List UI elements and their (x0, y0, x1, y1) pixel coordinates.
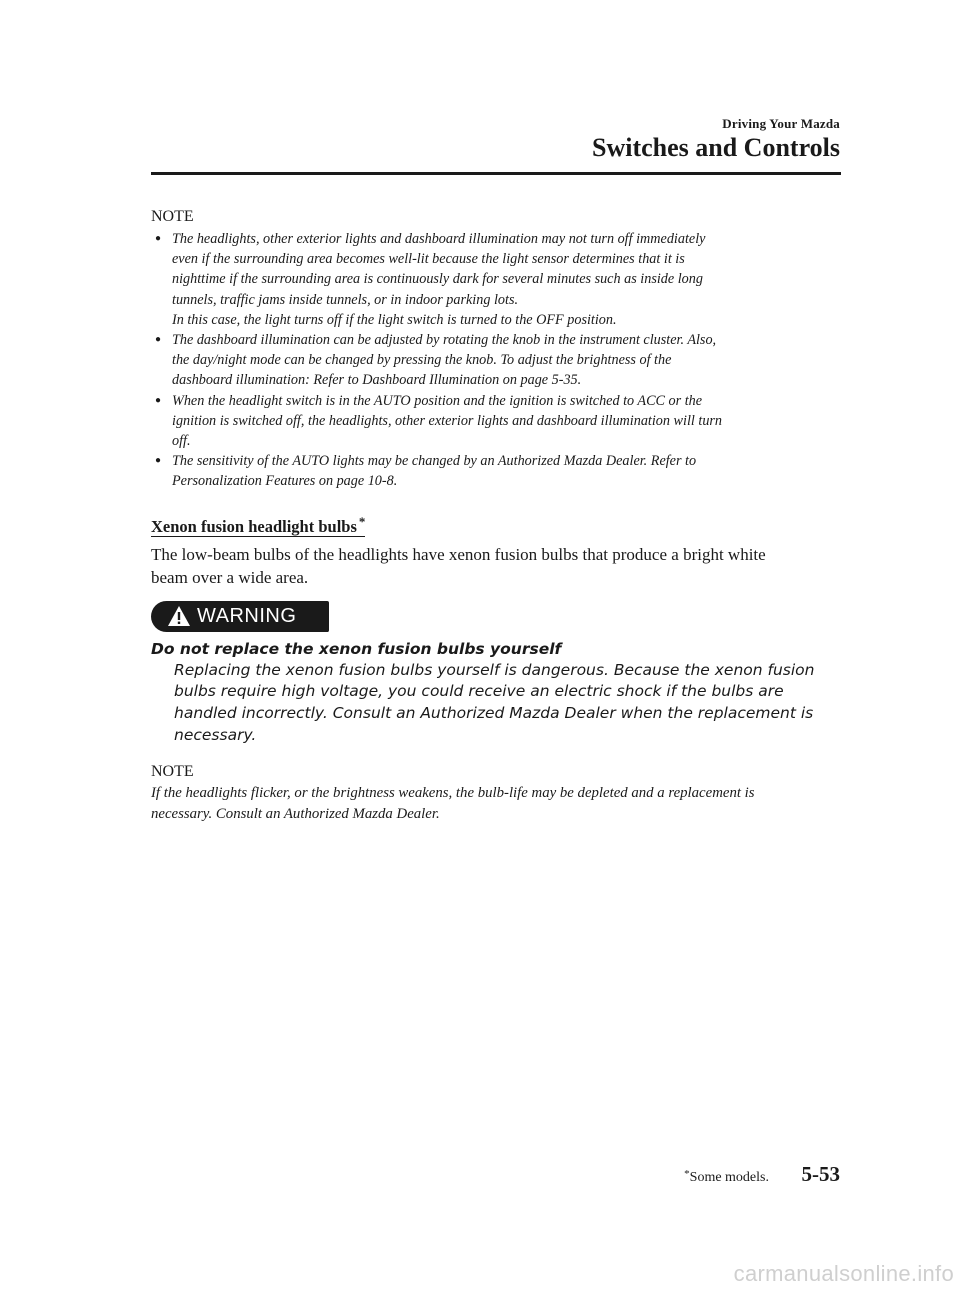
warning-title: Do not replace the xenon fusion bulbs yourself (151, 639, 562, 658)
note-line: off. (172, 433, 191, 450)
note-line: When the headlight switch is in the AUTO position and the ignition is switched to ACC or the (172, 392, 703, 409)
some-models-star-icon: * (358, 513, 366, 529)
xenon-section-heading (151, 513, 365, 537)
bullet-icon: ● (155, 455, 162, 467)
warning-line: bulbs require high voltage, you could receive an electric shock if the bulbs are (174, 682, 784, 701)
bullet-icon: ● (155, 233, 162, 244)
section-title: Switches and Controls (591, 133, 840, 162)
note-line: The dashboard illumination can be adjusted by rotating the knob in the instrument cluster. Also, (172, 332, 717, 349)
note-line: Personalization Features on page 10-8. (172, 473, 398, 490)
note-line: ignition is switched off, the headlights, other exterior lights and dashboard illumination will turn (172, 412, 723, 429)
note-line: even if the surrounding area becomes well-lit because the light sensor determines that it is (172, 251, 685, 268)
note-line: The headlights, other exterior lights and dashboard illumination may not turn off immediately (172, 231, 706, 247)
chapter-title: Driving Your Mazda (722, 116, 840, 131)
note-line: In this case, the light turns off if the light switch is turned to the OFF position. (172, 311, 617, 328)
page-content (151, 208, 843, 825)
watermark[interactable]: carmanualsonline.info (733, 1261, 954, 1286)
note-line: tunnels, traffic jams inside tunnels, or in indoor parking lots. (172, 291, 519, 308)
note-paragraph (151, 783, 843, 824)
warning-text (174, 660, 843, 747)
note-item (151, 391, 843, 452)
warning-line: necessary. (174, 725, 257, 744)
note-line: the day/night mode can be changed by pressing the knob. To adjust the brightness of the (172, 352, 672, 369)
note-line: necessary. Consult an Authorized Mazda Dealer. (151, 806, 440, 823)
star-icon: * (684, 1168, 690, 1180)
note-item (151, 451, 843, 491)
some-models-text: Some models. (689, 1170, 769, 1185)
warning-badge (151, 601, 329, 632)
note-line: If the headlights flicker, or the brightness weakens, the bulb-life may be depleted and a replacement is (151, 785, 755, 802)
warning-triangle-icon (167, 605, 191, 627)
body-line: beam over a wide area. (151, 567, 309, 587)
warning-line: Replacing the xenon fusion bulbs yourself is dangerous. Because the xenon fusion (174, 660, 815, 679)
note-line: nighttime if the surrounding area is continuously dark for several minutes such as inside long (172, 271, 703, 288)
section-body (151, 543, 843, 589)
note-list (151, 229, 843, 492)
note-item (151, 330, 843, 391)
note-line: dashboard illumination: Refer to Dashboard Illumination on page 5-35. (172, 372, 582, 389)
body-line: The low-beam bulbs of the headlights have xenon fusion bulbs that produce a bright white (151, 544, 766, 564)
page-number: 5-53 (801, 1162, 840, 1186)
bullet-icon: ● (155, 334, 162, 346)
bullet-icon: ● (155, 394, 162, 406)
note-heading: NOTE (151, 208, 194, 225)
note-line: The sensitivity of the AUTO lights may be changed by an Authorized Mazda Dealer. Refer to (172, 453, 697, 470)
warning-label: WARNING (197, 604, 297, 627)
section-heading-text: Xenon fusion headlight bulbs (151, 516, 357, 536)
note-item (151, 229, 843, 330)
some-models-footnote (684, 1168, 769, 1186)
header-divider (151, 172, 841, 175)
warning-line: handled incorrectly. Consult an Authorized Mazda Dealer when the replacement is (174, 704, 814, 723)
note-heading: NOTE (151, 763, 194, 781)
